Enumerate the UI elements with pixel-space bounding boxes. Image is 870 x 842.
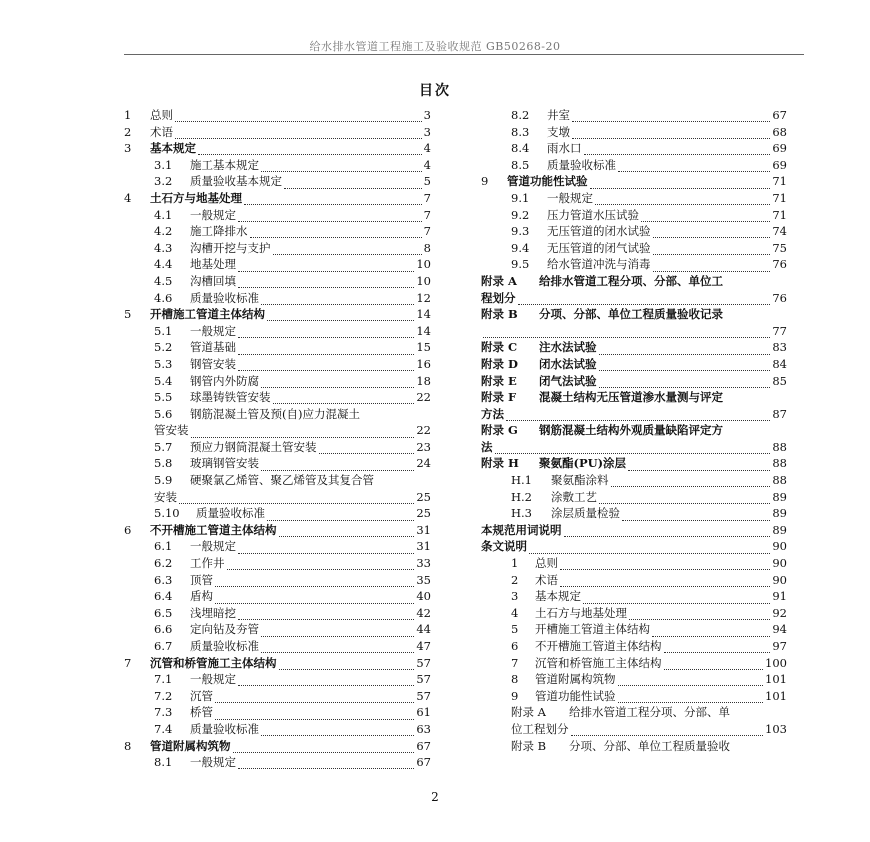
toc-entry[interactable]: 附录 B 分项、分部、单位工程质量验收 (511, 738, 730, 753)
toc-entry-cont[interactable]: 程划分 76 (481, 290, 787, 305)
header-rule (124, 54, 804, 55)
toc-entry-cont[interactable]: 安装 25 (154, 489, 431, 504)
page-number: 2 (431, 790, 439, 804)
toc-entry[interactable]: 9.3 无压管道的闭水试验 74 (511, 224, 787, 239)
toc-entry[interactable]: 5.5 球墨铸铁管安装 22 (154, 390, 431, 405)
toc-entry[interactable]: 附录 B 分项、分部、单位工程质量验收记录 (481, 307, 723, 322)
toc-entry[interactable]: 8.5 质量验收标准 69 (511, 157, 787, 172)
toc-entry-cont[interactable]: 方法 87 (481, 406, 787, 421)
toc-entry[interactable]: 3.2 质量验收基本规定 5 (154, 174, 431, 189)
toc-entry[interactable]: 附录 D 闭水法试验 84 (481, 356, 787, 371)
toc-entry[interactable]: 6.5 浅埋暗挖 42 (154, 605, 431, 620)
toc-entry-cont[interactable]: 位工程划分 103 (511, 721, 787, 736)
toc-entry[interactable]: 5.4 钢管内外防腐 18 (154, 373, 431, 388)
toc-entry[interactable]: 9.2 压力管道水压试验 71 (511, 207, 787, 222)
toc-entry[interactable]: 7.2 沉管 57 (154, 688, 431, 703)
toc-entry[interactable]: 3 基本规定 91 (511, 589, 787, 604)
toc-entry[interactable]: 9 管道功能性试验 101 (511, 688, 787, 703)
toc-entry[interactable]: 4.1 一般规定 7 (154, 207, 431, 222)
toc-entry[interactable]: 7.1 一般规定 57 (154, 672, 431, 687)
toc-entry[interactable]: 5.8 玻璃钢管安装 24 (154, 456, 431, 471)
toc-entry[interactable]: 附录 C 注水法试验 83 (481, 340, 787, 355)
toc-entry[interactable]: 7.4 质量验收标准 63 (154, 721, 431, 736)
toc-entry[interactable]: 6.6 定向钻及夯管 44 (154, 622, 431, 637)
toc-entry[interactable]: 8.1 一般规定 67 (154, 755, 431, 770)
toc-entry[interactable]: 本规范用词说明 89 (481, 522, 787, 537)
toc-entry[interactable]: 8.2 井室 67 (511, 108, 787, 122)
toc-entry[interactable]: 5.6 钢筋混凝土管及预(自)应力混凝土 (154, 406, 360, 421)
toc-entry[interactable]: 2 术语 3 (124, 124, 431, 139)
toc-entry[interactable]: 7 沉管和桥管施工主体结构 100 (511, 655, 787, 670)
toc-entry[interactable]: 附录 G 钢筋混凝土结构外观质量缺陷评定方 (481, 423, 723, 438)
toc-entry[interactable]: 6.1 一般规定 31 (154, 539, 431, 554)
toc-entry[interactable]: 9 管道功能性试验 71 (481, 174, 787, 189)
toc-entry[interactable]: 8 管道附属构筑物 101 (511, 672, 787, 687)
toc-entry-cont[interactable]: 管安装 22 (154, 423, 431, 438)
toc-entry[interactable]: 3 基本规定 4 (124, 141, 431, 156)
toc-entry[interactable]: 附录 A 给排水管道工程分项、分部、单 (511, 705, 730, 720)
toc-entry[interactable]: 5.10 质量验收标准 25 (154, 506, 431, 521)
toc-entry[interactable]: 9.5 给水管道冲洗与消毒 76 (511, 257, 787, 272)
toc-entry[interactable]: H.3 涂层质量检验 89 (511, 506, 787, 521)
toc-entry[interactable]: 4.4 地基处理 10 (154, 257, 431, 272)
toc-entry[interactable]: 条文说明 90 (481, 539, 787, 554)
toc-left-column (124, 107, 431, 771)
toc-entry[interactable]: 7 沉管和桥管施工主体结构 57 (124, 655, 431, 670)
toc-entry[interactable]: 5.2 管道基础 15 (154, 340, 431, 355)
toc-entry[interactable]: 附录 E 闭气法试验 85 (481, 373, 787, 388)
toc-entry[interactable]: 1 总则 90 (511, 556, 787, 571)
running-header: 给水排水管道工程施工及验收规范 GB50268-20 (309, 40, 561, 53)
toc-entry[interactable]: 4.6 质量验收标准 12 (154, 290, 431, 305)
toc-entry[interactable]: 2 术语 90 (511, 572, 787, 587)
toc-entry[interactable]: 4.3 沟槽开挖与支护 8 (154, 240, 431, 255)
toc-entry[interactable]: 8.4 雨水口 69 (511, 141, 787, 156)
toc-entry[interactable]: 5.7 预应力钢筒混凝土管安装 23 (154, 439, 431, 454)
toc-entry[interactable]: 6.3 顶管 35 (154, 572, 431, 587)
toc-entry[interactable]: 5 开槽施工管道主体结构 14 (124, 307, 431, 322)
toc-entry[interactable]: 6 不开槽施工管道主体结构 97 (511, 639, 787, 653)
toc-entry[interactable]: 5.9 硬聚氯乙烯管、聚乙烯管及其复合管 (154, 473, 374, 488)
toc-entry[interactable]: 4.5 沟槽回填 10 (154, 273, 431, 288)
toc-entry[interactable]: 6.7 质量验收标准 47 (154, 639, 431, 653)
toc-entry[interactable]: 4 土石方与地基处理 92 (511, 605, 787, 620)
toc-entry[interactable]: 6 不开槽施工管道主体结构 31 (124, 522, 431, 537)
toc-right-column (481, 107, 787, 754)
toc-entry[interactable]: 6.4 盾构 40 (154, 589, 431, 604)
toc-entry[interactable]: 1 总则 3 (124, 108, 431, 122)
toc-entry[interactable]: 5.1 一般规定 14 (154, 323, 431, 338)
toc-entry[interactable]: 8.3 支墩 68 (511, 124, 787, 139)
toc-entry[interactable]: H.1 聚氨酯涂料 88 (511, 473, 787, 488)
toc-entry[interactable]: 5 开槽施工管道主体结构 94 (511, 622, 787, 637)
toc-entry[interactable]: 3.1 施工基本规定 4 (154, 157, 431, 172)
toc-entry[interactable]: 6.2 工作井 33 (154, 556, 431, 571)
toc-entry[interactable]: 5.3 钢管安装 16 (154, 356, 431, 371)
toc-entry[interactable]: 4 土石方与地基处理 7 (124, 190, 431, 205)
toc-entry-cont[interactable]: 法 88 (481, 439, 787, 454)
toc-entry[interactable]: 8 管道附属构筑物 67 (124, 738, 431, 753)
toc-entry[interactable]: H.2 涂敷工艺 89 (511, 489, 787, 504)
toc-entry[interactable]: 7.3 桥管 61 (154, 705, 431, 720)
toc-entry-cont[interactable]: 77 (481, 323, 787, 340)
toc-entry[interactable]: 4.2 施工降排水 7 (154, 224, 431, 239)
toc-entry[interactable]: 附录 H 聚氨酯(PU)涂层 88 (481, 456, 787, 471)
toc-entry[interactable]: 附录 A 给排水管道工程分项、分部、单位工 (481, 273, 723, 288)
toc-title: 目次 (419, 83, 451, 99)
toc-entry[interactable]: 9.4 无压管道的闭气试验 75 (511, 240, 787, 255)
toc-entry[interactable]: 附录 F 混凝土结构无压管道渗水量测与评定 (481, 390, 723, 405)
toc-entry[interactable]: 9.1 一般规定 71 (511, 190, 787, 205)
